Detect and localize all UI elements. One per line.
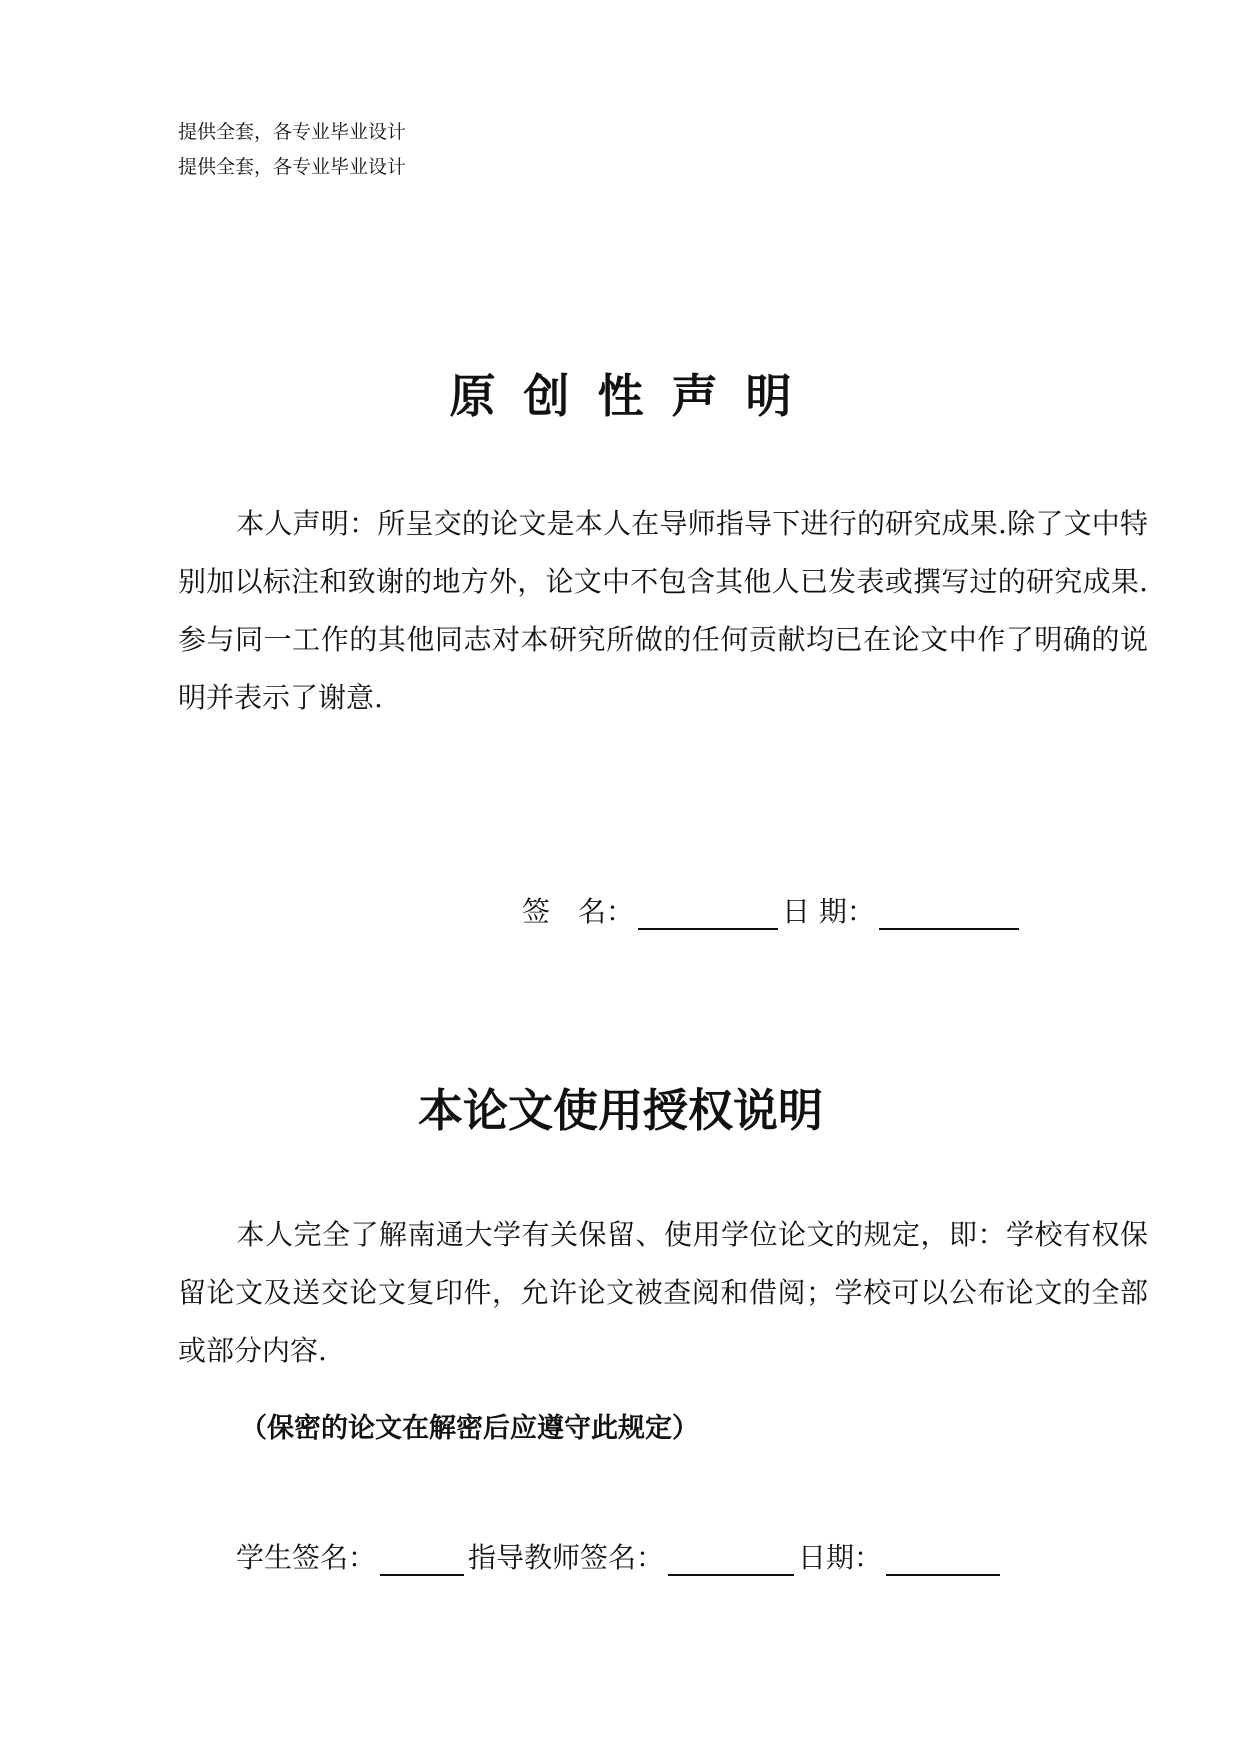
authorization-body [178,1206,1148,1380]
signature-field[interactable] [638,898,778,930]
authorization-title: 本论文使用授权说明 [417,1084,823,1137]
header-line-2: 提供全套，各专业毕业设计 [178,156,407,178]
date-label: 日 期： [782,895,875,928]
authorization-body-text: 本人完全了解南通大学有关保留、使用学位论文的规定，即：学校有权保留论文及送交论文复印件，允许论文被查阅和借阅；学校可以公布论文的全部或部分内容. [178,1218,1148,1367]
date-field[interactable] [879,898,1019,930]
originality-signature-row [522,890,1023,930]
originality-body [178,495,1148,727]
advisor-signature-label: 指导教师签名： [468,1541,665,1574]
authorization-date-field[interactable] [886,1544,1000,1576]
confidentiality-note: （保密的论文在解密后应遵守此规定） [240,1413,699,1444]
header-line-1: 提供全套，各专业毕业设计 [178,121,407,143]
authorization-signature-row [236,1536,1004,1576]
signature-label: 签 名： [522,895,635,928]
advisor-signature-field[interactable] [668,1544,794,1576]
student-signature-field[interactable] [380,1544,464,1576]
student-signature-label: 学生签名： [236,1541,377,1574]
originality-title: 原创性声明 [449,369,820,423]
originality-body-text: 本人声明：所呈交的论文是本人在导师指导下进行的研究成果.除了文中特别加以标注和致谢的地方外，论文中不包含其他人已发表或撰写过的研究成果.参与同一工作的其他同志对本研究所做的任何贡献均已在论文中作了明确的说明并表示了谢意. [178,507,1148,714]
authorization-date-label: 日期： [798,1541,883,1574]
